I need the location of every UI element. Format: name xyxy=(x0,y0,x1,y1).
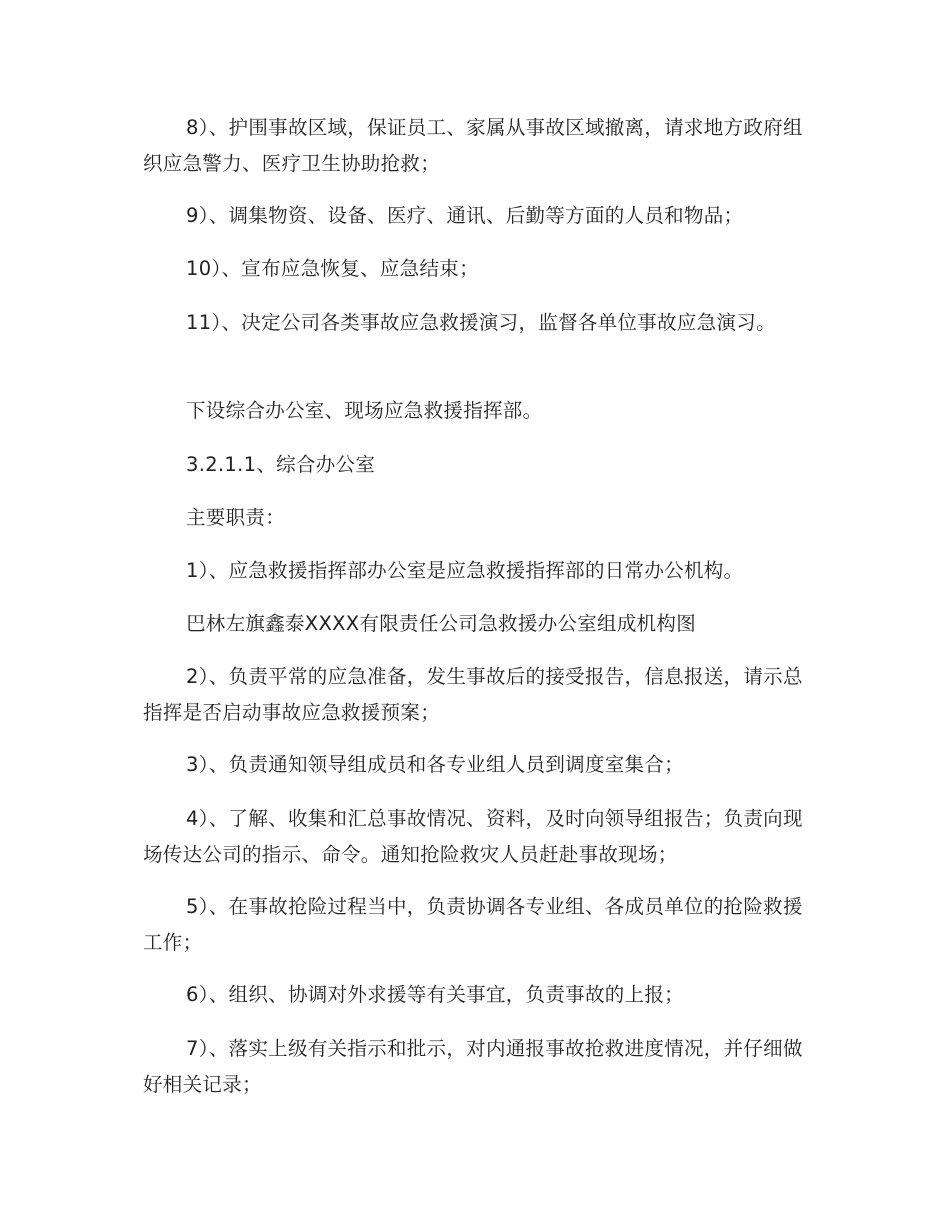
paragraph-subunits: 下设综合办公室、现场应急救援指挥部。 xyxy=(186,399,543,422)
duty-item-4: 4）、了解、收集和汇总事故情况、资料，及时向领导组报告；负责向现场传达公司的指示、命令。通知抢险救灾人员赶赴事故现场； xyxy=(143,807,803,866)
org-chart-caption: 巴林左旗鑫泰XXXX有限责任公司急救援办公室组成机构图 xyxy=(186,612,697,635)
duty-item-1: 1）、应急救援指挥部办公室是应急救援指挥部的日常办公机构。 xyxy=(186,559,744,582)
duty-item-7: 7）、落实上级有关指示和批示，对内通报事故抢救进度情况，并仔细做好相关记录； xyxy=(143,1037,803,1096)
paragraph-item-8: 8）、护围事故区域，保证员工、家属从事故区域撤离，请求地方政府组织应急警力、医疗卫生协助抢救； xyxy=(143,116,803,175)
duties-heading: 主要职责： xyxy=(186,506,286,529)
paragraph-item-11: 11）、决定公司各类事故应急救援演习，监督各单位事故应急演习。 xyxy=(186,311,776,334)
section-heading: 3.2.1.1、综合办公室 xyxy=(186,453,376,476)
duty-item-5: 5）、在事故抢险过程当中，负责协调各专业组、各成员单位的抢险救援工作； xyxy=(143,895,803,954)
duty-item-6: 6）、组织、协调对外求援等有关事宜，负责事故的上报； xyxy=(186,983,684,1006)
duty-item-3: 3）、负责通知领导组成员和各专业组人员到调度室集合； xyxy=(186,753,684,776)
paragraph-item-10: 10）、宣布应急恢复、应急结束； xyxy=(186,257,479,280)
duty-item-2: 2）、负责平常的应急准备，发生事故后的接受报告，信息报送，请示总指挥是否启动事故应急救援预案； xyxy=(143,665,803,724)
paragraph-item-9: 9）、调集物资、设备、医疗、通讯、后勤等方面的人员和物品； xyxy=(186,204,744,227)
